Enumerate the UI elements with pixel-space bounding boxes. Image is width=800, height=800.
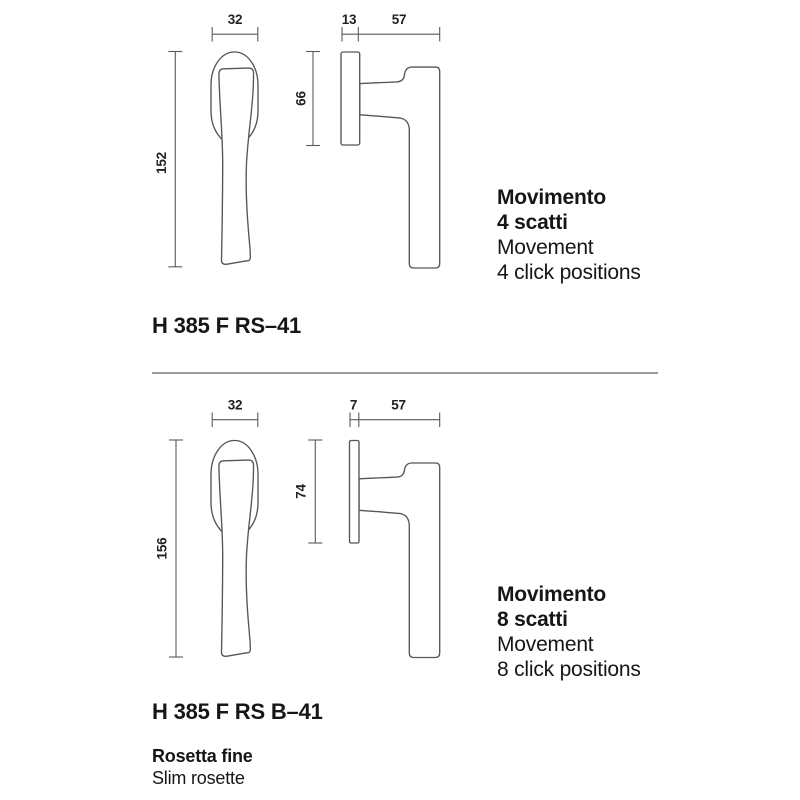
product-code-4-scatti: H 385 F RS–41	[152, 313, 302, 338]
dim-label-rosette-depth: 7	[349, 397, 358, 413]
movement-block-4-scatti	[497, 185, 641, 285]
footer-note-title: Rosetta fine	[152, 746, 253, 766]
movement-title-line1: Movimento	[497, 186, 607, 209]
dim-label-grip-width: 32	[227, 12, 243, 27]
movement-subtitle-line2: 8 click positions	[497, 658, 641, 681]
front-view-4-scatti	[211, 52, 258, 264]
dimensions-4-scatti	[154, 12, 440, 267]
dim-depth-projection	[342, 12, 440, 42]
front-view-8-scatti	[211, 441, 258, 657]
drawing-8-scatti	[155, 398, 440, 658]
drawing-4-scatti	[154, 12, 440, 268]
rosette-plate-outline	[341, 52, 360, 145]
movement-title-line1: Movimento	[497, 583, 607, 606]
dim-label-rosette-height: 74	[293, 484, 309, 499]
product-code-8-scatti: H 385 F RS B–41	[152, 699, 323, 724]
rosette-plate-outline	[350, 441, 360, 544]
dim-label-rosette-depth: 13	[341, 12, 357, 27]
side-view-4-scatti	[341, 52, 440, 268]
movement-block-8-scatti	[497, 582, 641, 682]
dim-label-overall-height: 156	[154, 537, 170, 560]
dim-rosette-height	[294, 52, 321, 146]
dimensions-8-scatti	[155, 398, 440, 658]
dim-overall-height	[154, 52, 182, 267]
movement-subtitle-line1: Movement	[497, 236, 594, 259]
movement-title-line2: 4 scatti	[497, 211, 568, 234]
movement-title-line2: 8 scatti	[497, 608, 568, 631]
handle-profile	[360, 67, 440, 268]
footer-note	[152, 745, 253, 789]
dim-label-projection: 57	[391, 397, 406, 413]
dim-label-grip-width: 32	[227, 397, 243, 413]
dim-overall-height	[155, 440, 184, 657]
grip-outline	[219, 68, 254, 264]
side-view-8-scatti	[350, 441, 440, 658]
handle-profile	[359, 463, 440, 658]
dim-grip-width	[212, 12, 258, 42]
footer-note-subtitle: Slim rosette	[152, 768, 245, 788]
grip-outline	[219, 460, 254, 656]
section-divider	[152, 372, 658, 374]
dim-label-projection: 57	[391, 12, 407, 27]
movement-subtitle-line2: 4 click positions	[497, 261, 641, 284]
dim-label-rosette-height: 66	[293, 91, 309, 106]
dim-rosette-height	[294, 440, 323, 543]
movement-subtitle-line1: Movement	[497, 633, 594, 656]
dim-depth-projection	[350, 398, 440, 428]
dim-grip-width	[212, 398, 258, 428]
dim-label-overall-height: 152	[154, 152, 169, 174]
